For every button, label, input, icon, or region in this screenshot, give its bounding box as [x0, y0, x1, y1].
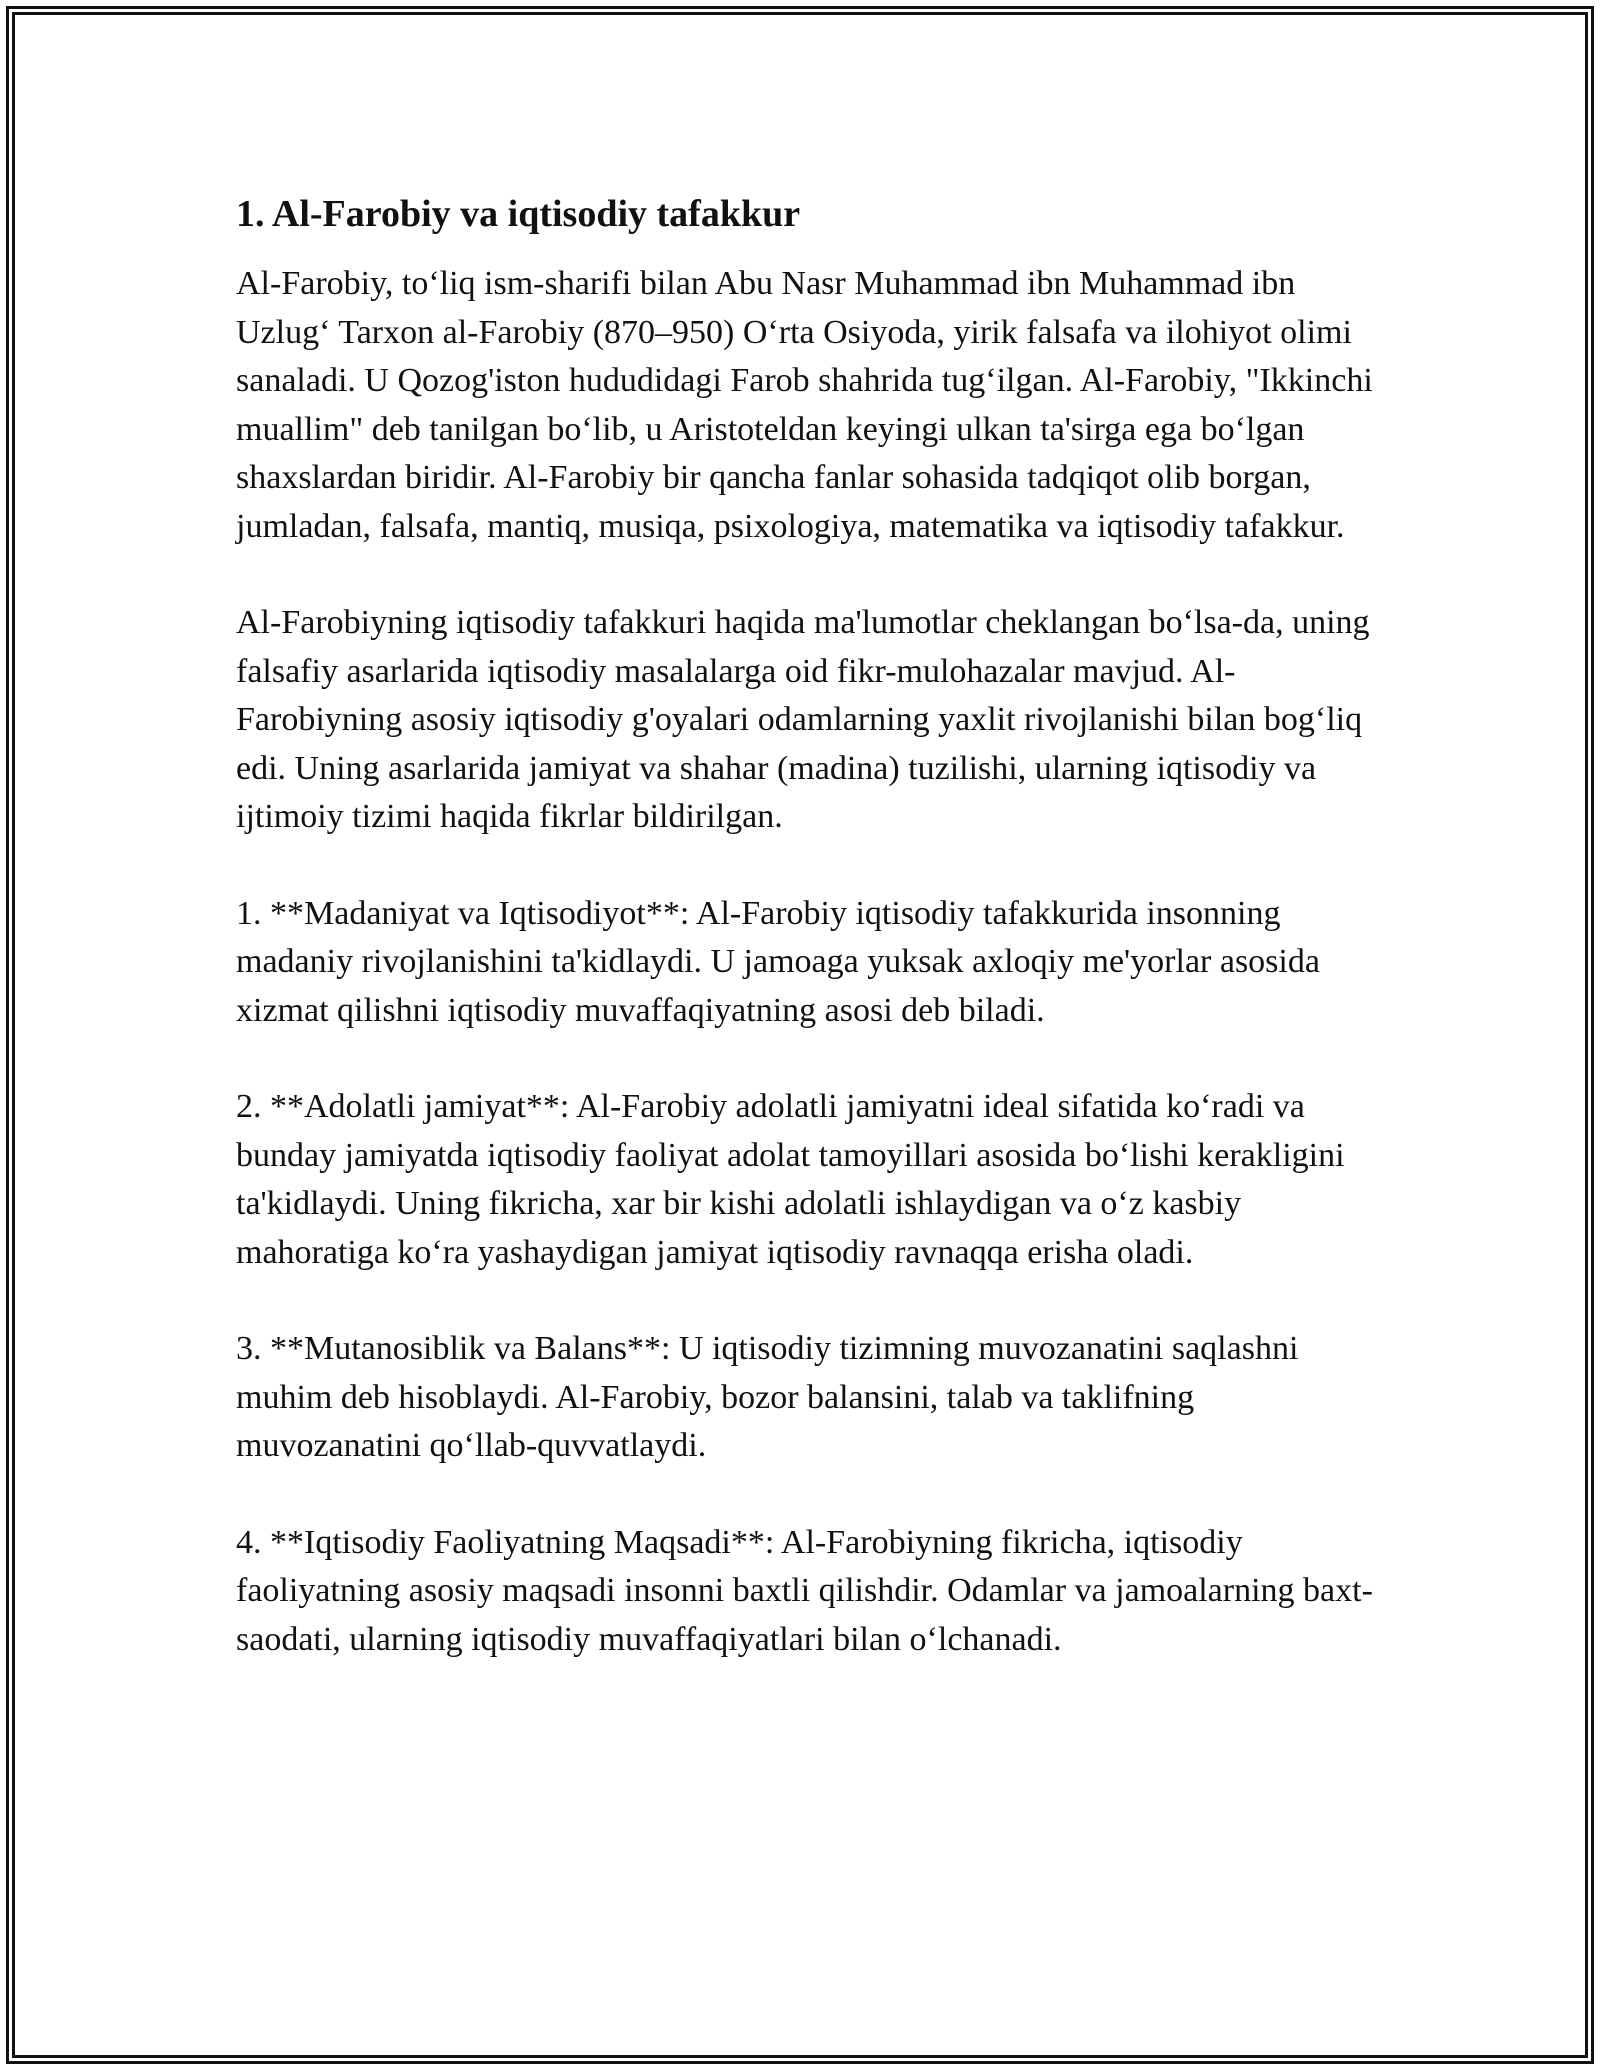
list-item-balance: 3. **Mutanosiblik va Balans**: U iqtisodiy tizimning muvozanatini saqlashni muhim deb hisoblaydi. Al-Farobiy, bozor balansini, talab va taklifning muvozanatini qo‘llab-quvvatlaydi.	[236, 1330, 1299, 1464]
list-item-just-society: 2. **Adolatli jamiyat**: Al-Farobiy adolatli jamiyatni ideal sifatida ko‘radi va bunday jamiyatda iqtisodiy faoliyat adolat tamoyillari asosida bo‘lishi kerakligini ta'kidlaydi. Uning fikricha, xar bir kishi adolatli ishlaydigan va o‘z kasbiy mahoratiga ko‘ra yashaydigan jamiyat iqtisodiy ravnaqqa erisha oladi.	[236, 1088, 1345, 1271]
list-item-culture-economy: 1. **Madaniyat va Iqtisodiyot**: Al-Farobiy iqtisodiy tafakkurida insonning madaniy rivojlanishini ta'kidlaydi. U jamoaga yuksak axloqiy me'yorlar asosida xizmat qilishni iqtisodiy muvaffaqiyatning asosi deb biladi.	[236, 894, 1320, 1029]
list-item-economic-purpose: 4. **Iqtisodiy Faoliyatning Maqsadi**: Al-Farobiyning fikricha, iqtisodiy faoliyatning asosiy maqsadi insonni baxtli qilishdir. Odamlar va jamoalarning baxt-saodati, ularning iqtisodiy muvaffaqiyatlari bilan o‘lchanadi.	[236, 1523, 1373, 1658]
document-body	[236, 188, 1376, 1664]
paragraph-intro: Al-Farobiy, to‘liq ism-sharifi bilan Abu Nasr Muhammad ibn Muhammad ibn Uzlug‘ Tarxon al-Farobiy (870–950) O‘rta Osiyoda, yirik falsafa va ilohiyot olimi sanaladi. U Qozog'iston hududidagi Farob shahrida tug‘ilgan. Al-Farobiy, "Ikkinchi muallim" deb tanilgan bo‘lib, u Aristoteldan keyingi ulkan ta'sirga ega bo‘lgan shaxslardan biridir. Al-Farobiy bir qancha fanlar sohasida tadqiqot olib borgan, jumladan, falsafa, mantiq, musiqa, psixologiya, matematika va iqtisodiy tafakkur.	[236, 265, 1373, 545]
section-heading: 1. Al-Farobiy va iqtisodiy tafakkur	[236, 193, 801, 235]
paragraph-economic-thought: Al-Farobiyning iqtisodiy tafakkuri haqida ma'lumotlar cheklangan bo‘lsa-da, uning falsafiy asarlarida iqtisodiy masalalarga oid fikr-mulohazalar mavjud. Al-Farobiyning asosiy iqtisodiy g'oyalari odamlarning yaxlit rivojlanishi bilan bog‘liq edi. Uning asarlarida jamiyat va shahar (madina) tuzilishi, ularning iqtisodiy va ijtimoiy tizimi haqida fikrlar bildirilgan.	[236, 604, 1370, 835]
